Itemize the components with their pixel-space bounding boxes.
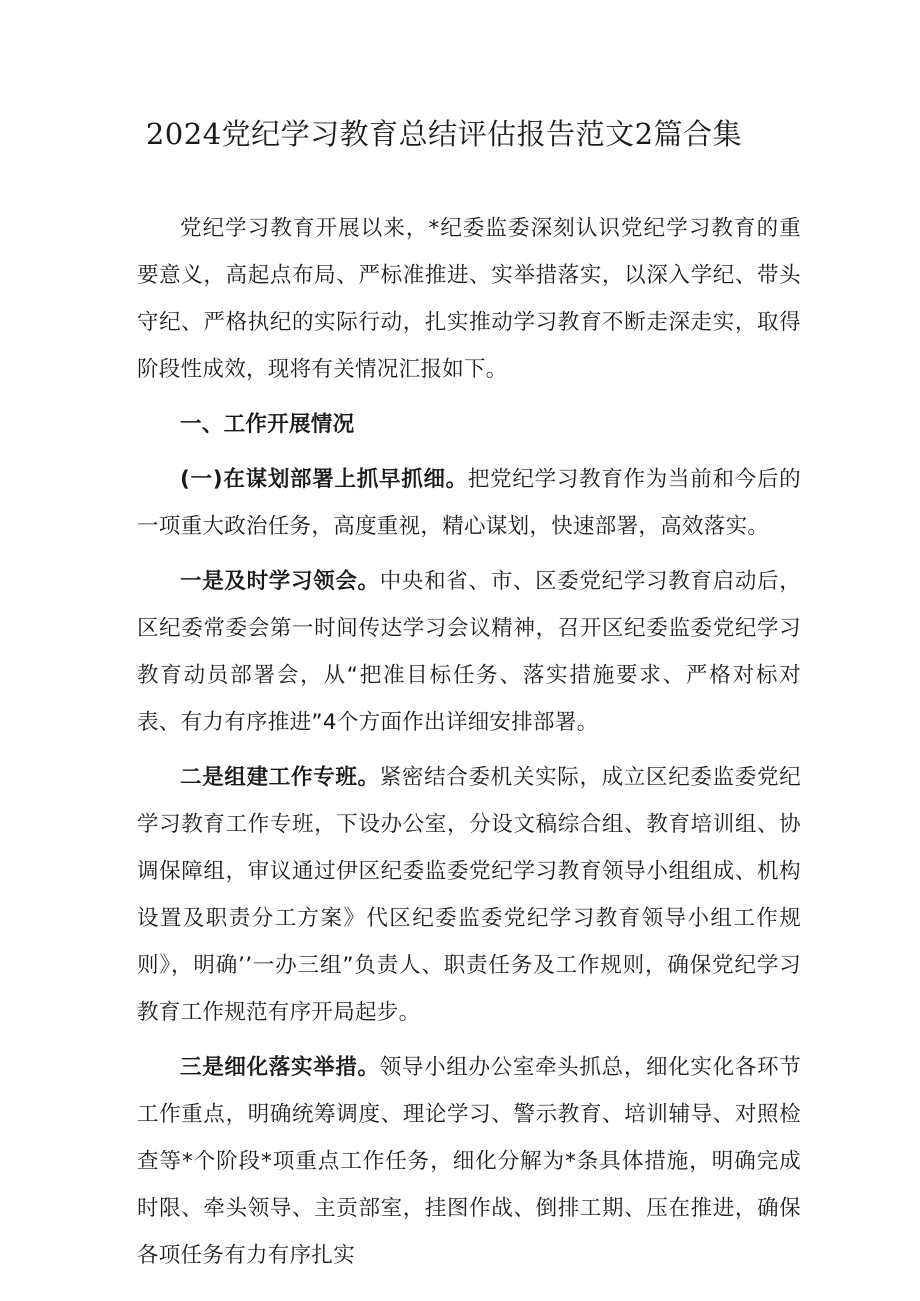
paragraph-text: 把党纪学习教育作为当前和今后的一项重大政治任务，高度重视，精心谋划，快速部署，高效落实。	[137, 467, 801, 539]
paragraph-lead: (一)在谋划部署上抓早抓细。	[180, 467, 468, 492]
point-paragraph-3	[137, 1044, 801, 1279]
document-title: 2024党纪学习教育总结评估报告范文2篇合集	[145, 117, 743, 151]
subsection-paragraph	[137, 456, 801, 550]
paragraph-text: 党纪学习教育开展以来，*纪委监委深刻认识党纪学习教育的重要意义，高起点布局、严标准推进、实举措落实，以深入学纪、带头守纪、严格执纪的实际行动，扎实推动学习教育不断走深走实，取得阶段性成效，现将有关情况汇报如下。	[137, 216, 801, 382]
paragraph-text: 中央和省、市、区委党纪学习教育启动后，区纪委常委会第一时间传达学习会议精神，召开区纪委监委党纪学习教育动员部署会，从“把准目标任务、落实措施要求、严格对标对表、有力有序推进”4个方面作出详细安排部署。	[137, 569, 801, 735]
paragraph-text: 紧密结合委机关实际，成立区纪委监委党纪学习教育工作专班，下设办公室，分设文稿综合组、教育培训组、协调保障组，审议通过伊区纪委监委党纪学习教育领导小组组成、机构设置及职责分工方案》代区纪委监委党纪学习教育领导小组工作规则》，明确’’一办三组”负责人、职责任务及工作规则，确保党纪学习教育工作规范有序开局起步。	[137, 765, 801, 1025]
point-paragraph-2	[137, 754, 801, 1036]
paragraph-lead: 二是组建工作专班。	[180, 765, 380, 790]
paragraph-text: 领导小组办公室牵头抓总，细化实化各环节工作重点，明确统筹调度、理论学习、警示教育、培训辅导、对照检查等*个阶段*项重点工作任务，细化分解为*条具体措施，明确完成时限、牵头领导、主贡部室，挂图作战、倒排工期、压在推进，确保各项任务有力有序扎实	[137, 1055, 801, 1268]
section-heading: 一、工作开展情况	[180, 412, 355, 437]
point-paragraph-1	[137, 558, 801, 746]
intro-paragraph	[137, 205, 801, 393]
paragraph-lead: 三是细化落实举措。	[180, 1055, 380, 1080]
paragraph-lead: 一是及时学习领会。	[180, 569, 380, 594]
document-body	[137, 205, 801, 1279]
